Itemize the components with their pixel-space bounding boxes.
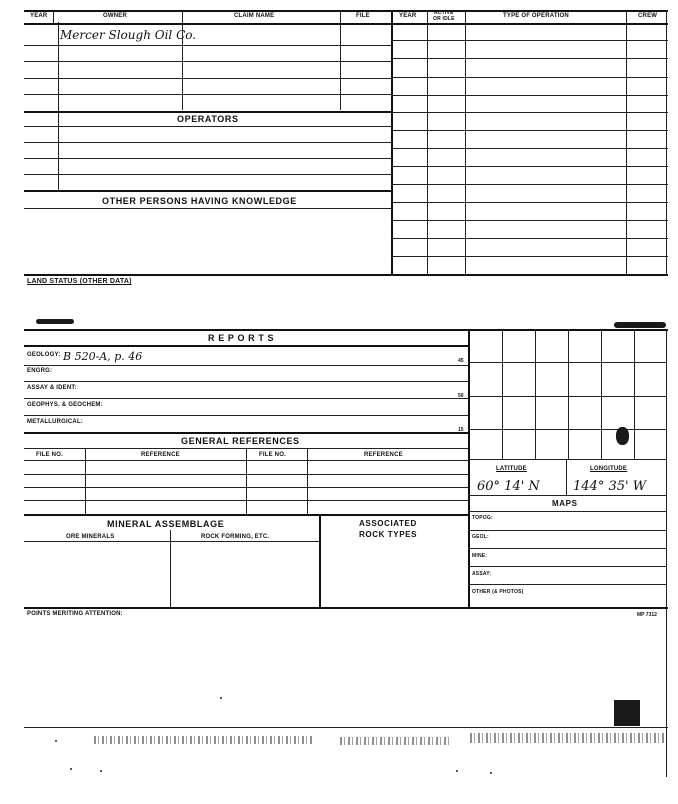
geology-margin-number: 45: [458, 358, 464, 364]
header-year: YEAR: [30, 13, 48, 19]
header-active-line2: OR IDLE: [433, 16, 455, 22]
form-number: MP 7312: [637, 612, 657, 618]
report-geophys-label: GEOPHYS. & GEOCHEM:: [27, 402, 103, 408]
report-metallurgical-label: METALLURGICAL:: [27, 419, 84, 425]
header-crew: CREW: [638, 13, 658, 19]
report-geology-label: GEOLOGY:: [27, 352, 61, 358]
owner-entry: Mercer Slough Oil Co.: [60, 28, 197, 42]
header-file: FILE: [356, 13, 370, 19]
scan-noise-1: [94, 736, 314, 744]
maps-title: MAPS: [552, 499, 578, 508]
general-references-title: GENERAL REFERENCES: [181, 436, 300, 446]
ink-smudge-right: [614, 322, 666, 328]
assay-margin-number: 50: [458, 393, 464, 399]
maps-topog: TOPOG:: [472, 515, 493, 521]
longitude-value: 144° 35' W: [573, 479, 647, 494]
longitude-label: LONGITUDE: [590, 466, 628, 472]
points-meriting-attention-label: POINTS MERITING ATTENTION:: [27, 611, 123, 617]
header-op-year: YEAR: [399, 13, 417, 19]
other-persons-title: OTHER PERSONS HAVING KNOWLEDGE: [102, 196, 297, 206]
header-active-line1: ACTIVE: [434, 10, 454, 16]
gr-file-no-1: FILE NO.: [36, 452, 63, 458]
mineral-assemblage-title: MINERAL ASSEMBLAGE: [107, 519, 225, 529]
report-geology-value: B 520-A, p. 46: [63, 350, 143, 363]
scan-noise-2: [340, 737, 450, 745]
metallurgical-margin-number: 15: [458, 427, 464, 433]
operators-title: OPERATORS: [177, 114, 239, 124]
gr-reference-2: REFERENCE: [364, 452, 403, 458]
reports-title: R E P O R T S: [208, 333, 275, 343]
latitude-value: 60° 14' N: [477, 479, 540, 494]
maps-mine: MINE:: [472, 553, 488, 559]
gr-reference-1: REFERENCE: [141, 452, 180, 458]
report-assay-label: ASSAY & IDENT:: [27, 385, 77, 391]
ore-minerals-header: ORE MINERALS: [66, 534, 115, 540]
scan-noise-3: [470, 733, 666, 743]
associated-rock-types-line2: ROCK TYPES: [359, 530, 418, 539]
report-engrg-label: ENGRG:: [27, 368, 53, 374]
ink-block: [614, 700, 640, 726]
header-type-of-operation: TYPE OF OPERATION: [503, 13, 569, 19]
associated-rock-types-line1: ASSOCIATED: [359, 519, 417, 528]
maps-other: OTHER (& PHOTOS): [472, 589, 524, 595]
rock-forming-header: ROCK FORMING, ETC.: [201, 534, 270, 540]
ink-blot: [616, 427, 629, 445]
header-owner: OWNER: [103, 13, 127, 19]
gr-file-no-2: FILE NO.: [259, 452, 286, 458]
ink-smudge-left: [36, 319, 74, 324]
latitude-label: LATITUDE: [496, 466, 527, 472]
land-status-label: LAND STATUS (OTHER DATA): [27, 278, 132, 285]
header-claim-name: CLAIM NAME: [234, 13, 275, 19]
maps-geol: GEOL:: [472, 534, 489, 540]
maps-assay: ASSAY:: [472, 571, 492, 577]
